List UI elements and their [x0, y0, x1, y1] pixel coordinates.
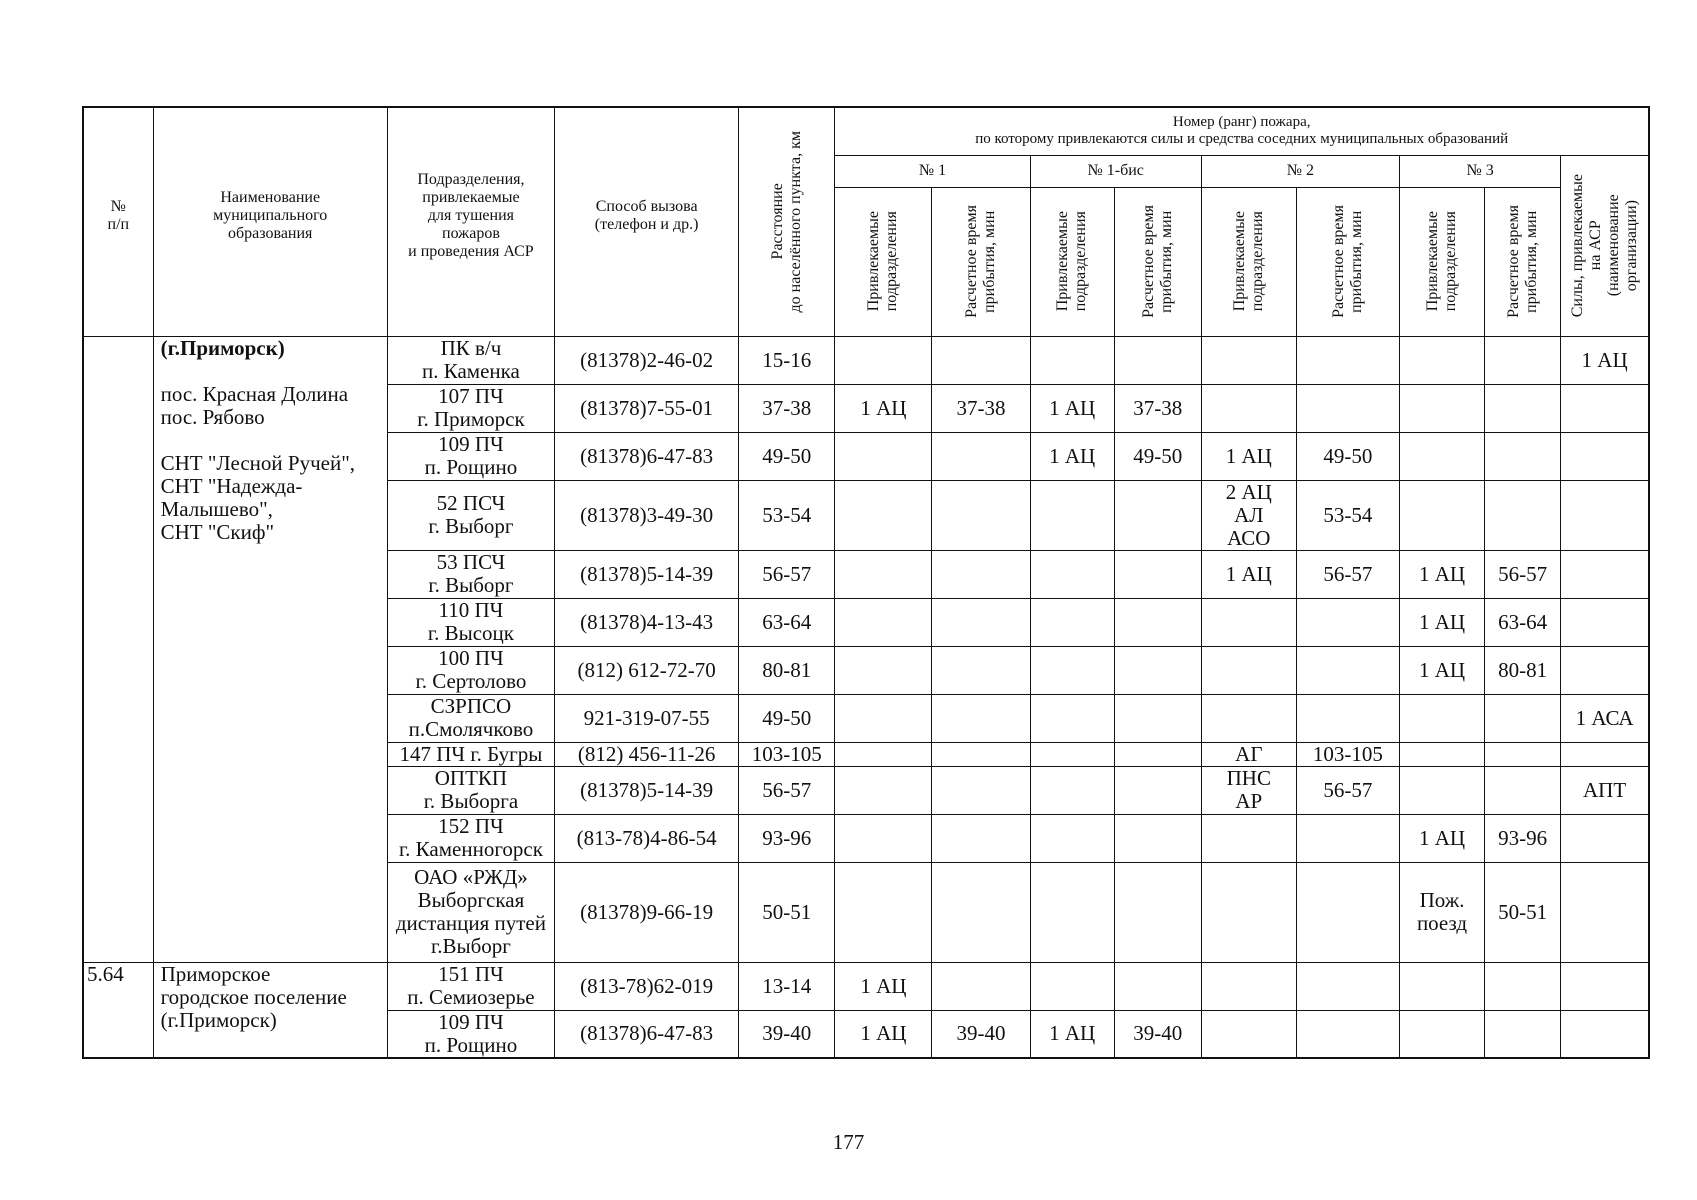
- rank3-time-cell: 63-64: [1485, 598, 1561, 646]
- header-r1-units: Привлекаемые подразделения: [835, 187, 932, 336]
- header-num: № п/п: [83, 107, 153, 336]
- municipality-cell: Приморское городское поселение (г.Приморск): [153, 962, 387, 1058]
- unit-cell: 107 ПЧ г. Приморск: [387, 384, 554, 432]
- table-row: [83, 962, 1649, 1010]
- rank1-units-cell: [835, 550, 932, 598]
- rank1bis-time-cell: [1114, 862, 1201, 962]
- rank1bis-units-cell: [1030, 480, 1114, 550]
- rank1bis-units-cell: 1 АЦ: [1030, 432, 1114, 480]
- rank1-units-cell: [835, 432, 932, 480]
- row-number-cell: [83, 336, 153, 962]
- rank1bis-time-cell: [1114, 742, 1201, 766]
- rank1bis-units-cell: [1030, 694, 1114, 742]
- rank3-units-cell: Пож. поезд: [1399, 862, 1484, 962]
- distance-cell: 103-105: [739, 742, 835, 766]
- rank2-time-cell: [1296, 384, 1399, 432]
- rank2-time-cell: [1296, 962, 1399, 1010]
- rank3-units-cell: [1399, 962, 1484, 1010]
- rank1bis-time-cell: [1114, 694, 1201, 742]
- rank1-time-cell: [932, 862, 1030, 962]
- rank2-units-cell: [1201, 862, 1296, 962]
- phone-cell: (81378)6-47-83: [555, 432, 739, 480]
- rank1-units-cell: [835, 742, 932, 766]
- rank1bis-time-cell: [1114, 550, 1201, 598]
- rank2-time-cell: [1296, 814, 1399, 862]
- rank3-time-cell: [1485, 384, 1561, 432]
- rank1bis-units-cell: 1 АЦ: [1030, 1010, 1114, 1058]
- rank3-units-cell: 1 АЦ: [1399, 598, 1484, 646]
- rank1-time-cell: [932, 766, 1030, 814]
- rank3-units-cell: [1399, 694, 1484, 742]
- distance-cell: 63-64: [739, 598, 835, 646]
- unit-cell: 53 ПСЧ г. Выборг: [387, 550, 554, 598]
- rank2-units-cell: [1201, 694, 1296, 742]
- rank1-units-cell: [835, 480, 932, 550]
- rank3-time-cell: [1485, 336, 1561, 384]
- rank1bis-time-cell: [1114, 598, 1201, 646]
- phone-cell: (813-78)4-86-54: [555, 814, 739, 862]
- rank2-time-cell: 56-57: [1296, 766, 1399, 814]
- unit-cell: СЗРПСО п.Смолячково: [387, 694, 554, 742]
- table-row: [83, 336, 1649, 384]
- rank2-units-cell: [1201, 646, 1296, 694]
- rank1bis-time-cell: [1114, 646, 1201, 694]
- rank3-time-cell: [1485, 766, 1561, 814]
- rank3-time-cell: [1485, 962, 1561, 1010]
- rank2-units-cell: ПНС АР: [1201, 766, 1296, 814]
- asr-cell: [1561, 598, 1649, 646]
- snt-list: СНТ "Лесной Ручей", СНТ "Надежда- Малышево", СНТ "Скиф": [160, 450, 356, 544]
- rank1bis-time-cell: [1114, 336, 1201, 384]
- distance-cell: 39-40: [739, 1010, 835, 1058]
- rank1-time-cell: [932, 336, 1030, 384]
- rank2-units-cell: [1201, 1010, 1296, 1058]
- header-rank-1: № 1: [835, 155, 1030, 187]
- rank2-units-cell: 2 АЦ АЛ АСО: [1201, 480, 1296, 550]
- header-asr: Силы, привлекаемые на АСР (наименование организации): [1561, 155, 1649, 336]
- rank2-time-cell: [1296, 336, 1399, 384]
- row-number-cell: 5.64: [83, 962, 153, 1058]
- rank1bis-units-cell: [1030, 598, 1114, 646]
- rank1-units-cell: [835, 766, 932, 814]
- municipality-cell: [153, 336, 387, 962]
- rank1bis-units-cell: [1030, 962, 1114, 1010]
- header-distance: Расстояние до населённого пункта, км: [739, 107, 835, 336]
- rank2-units-cell: 1 АЦ: [1201, 432, 1296, 480]
- asr-cell: [1561, 384, 1649, 432]
- distance-cell: 56-57: [739, 550, 835, 598]
- distance-cell: 15-16: [739, 336, 835, 384]
- unit-cell: 147 ПЧ г. Бугры: [387, 742, 554, 766]
- rank1-units-cell: [835, 862, 932, 962]
- settlements-list: пос. Красная Долина пос. Рябово: [160, 381, 349, 429]
- table-body: [83, 336, 1649, 1058]
- header-call: Способ вызова (телефон и др.): [555, 107, 739, 336]
- distance-cell: 56-57: [739, 766, 835, 814]
- rank1-units-cell: [835, 694, 932, 742]
- rank3-units-cell: 1 АЦ: [1399, 646, 1484, 694]
- rank3-time-cell: 80-81: [1485, 646, 1561, 694]
- asr-cell: 1 АСА: [1561, 694, 1649, 742]
- rank2-time-cell: [1296, 862, 1399, 962]
- header-rank-3: № 3: [1399, 155, 1560, 187]
- rank1bis-time-cell: [1114, 814, 1201, 862]
- rank3-time-cell: 56-57: [1485, 550, 1561, 598]
- header-r2-units: Привлекаемые подразделения: [1201, 187, 1296, 336]
- asr-cell: 1 АЦ: [1561, 336, 1649, 384]
- unit-cell: 109 ПЧ п. Рощино: [387, 432, 554, 480]
- unit-cell: 151 ПЧ п. Семиозерье: [387, 962, 554, 1010]
- rank1-units-cell: [835, 598, 932, 646]
- rank1-time-cell: 39-40: [932, 1010, 1030, 1058]
- unit-cell: 152 ПЧ г. Каменногорск: [387, 814, 554, 862]
- rank3-units-cell: [1399, 480, 1484, 550]
- rank1bis-time-cell: [1114, 480, 1201, 550]
- asr-cell: [1561, 962, 1649, 1010]
- phone-cell: (81378)4-13-43: [555, 598, 739, 646]
- header-name: Наименование муниципального образования: [153, 107, 387, 336]
- asr-cell: [1561, 550, 1649, 598]
- unit-cell: 100 ПЧ г. Сертолово: [387, 646, 554, 694]
- rank1bis-units-cell: [1030, 336, 1114, 384]
- distance-cell: 37-38: [739, 384, 835, 432]
- distance-cell: 49-50: [739, 694, 835, 742]
- phone-cell: (81378)6-47-83: [555, 1010, 739, 1058]
- rank2-time-cell: 103-105: [1296, 742, 1399, 766]
- rank1-time-cell: [932, 814, 1030, 862]
- rank2-time-cell: [1296, 598, 1399, 646]
- rank1bis-units-cell: [1030, 646, 1114, 694]
- unit-cell: 110 ПЧ г. Высоцк: [387, 598, 554, 646]
- rank1-time-cell: 37-38: [932, 384, 1030, 432]
- municipality-title: (г.Приморск): [160, 336, 285, 360]
- rank1bis-time-cell: [1114, 962, 1201, 1010]
- rank2-units-cell: [1201, 598, 1296, 646]
- distance-cell: 80-81: [739, 646, 835, 694]
- asr-cell: [1561, 480, 1649, 550]
- asr-cell: [1561, 432, 1649, 480]
- phone-cell: 921-319-07-55: [555, 694, 739, 742]
- header-r3-units: Привлекаемые подразделения: [1399, 187, 1484, 336]
- header-r2-time: Расчетное время прибытия, мин: [1296, 187, 1399, 336]
- asr-cell: [1561, 862, 1649, 962]
- phone-cell: (81378)2-46-02: [555, 336, 739, 384]
- phone-cell: (81378)7-55-01: [555, 384, 739, 432]
- header-r3-time: Расчетное время прибытия, мин: [1485, 187, 1561, 336]
- header-r1bis-time: Расчетное время прибытия, мин: [1114, 187, 1201, 336]
- unit-cell: 52 ПСЧ г. Выборг: [387, 480, 554, 550]
- rank1bis-units-cell: 1 АЦ: [1030, 384, 1114, 432]
- asr-cell: [1561, 814, 1649, 862]
- rank3-time-cell: 50-51: [1485, 862, 1561, 962]
- header-rank-1bis: № 1-бис: [1030, 155, 1201, 187]
- distance-cell: 13-14: [739, 962, 835, 1010]
- asr-cell: [1561, 1010, 1649, 1058]
- rank3-units-cell: [1399, 742, 1484, 766]
- rank1-time-cell: [932, 598, 1030, 646]
- rank2-units-cell: [1201, 962, 1296, 1010]
- rank1-units-cell: 1 АЦ: [835, 962, 932, 1010]
- page-number: 177: [832, 1130, 865, 1154]
- rank3-units-cell: [1399, 336, 1484, 384]
- rank1-time-cell: [932, 480, 1030, 550]
- header-rank-title: Номер (ранг) пожара, по которому привлекаются силы и средства соседних муниципальных образований: [835, 107, 1649, 155]
- rank1bis-units-cell: [1030, 742, 1114, 766]
- rank3-time-cell: [1485, 694, 1561, 742]
- rank1-units-cell: 1 АЦ: [835, 1010, 932, 1058]
- phone-cell: (813-78)62-019: [555, 962, 739, 1010]
- rank1-time-cell: [932, 694, 1030, 742]
- unit-cell: ПК в/ч п. Каменка: [387, 336, 554, 384]
- rank1-time-cell: [932, 742, 1030, 766]
- rank3-units-cell: [1399, 1010, 1484, 1058]
- rank3-units-cell: 1 АЦ: [1399, 550, 1484, 598]
- rank3-time-cell: [1485, 1010, 1561, 1058]
- rank2-units-cell: 1 АЦ: [1201, 550, 1296, 598]
- unit-cell: 109 ПЧ п. Рощино: [387, 1010, 554, 1058]
- phone-cell: (812) 612-72-70: [555, 646, 739, 694]
- rank1-time-cell: [932, 550, 1030, 598]
- phone-cell: (81378)5-14-39: [555, 550, 739, 598]
- header-r1-time: Расчетное время прибытия, мин: [932, 187, 1030, 336]
- rank3-time-cell: [1485, 742, 1561, 766]
- rank2-time-cell: 53-54: [1296, 480, 1399, 550]
- rank2-time-cell: [1296, 1010, 1399, 1058]
- rank1-time-cell: [932, 646, 1030, 694]
- header-r1bis-units: Привлекаемые подразделения: [1030, 187, 1114, 336]
- rank1-units-cell: [835, 646, 932, 694]
- unit-cell: ОАО «РЖД» Выборгская дистанция путей г.Выборг: [387, 862, 554, 962]
- rank3-units-cell: 1 АЦ: [1399, 814, 1484, 862]
- rank1bis-units-cell: [1030, 814, 1114, 862]
- rank3-time-cell: 93-96: [1485, 814, 1561, 862]
- distance-cell: 49-50: [739, 432, 835, 480]
- rank1bis-units-cell: [1030, 550, 1114, 598]
- phone-cell: (812) 456-11-26: [555, 742, 739, 766]
- rank1-time-cell: [932, 432, 1030, 480]
- rank3-units-cell: [1399, 384, 1484, 432]
- distance-cell: 53-54: [739, 480, 835, 550]
- rank1bis-units-cell: [1030, 766, 1114, 814]
- asr-cell: [1561, 742, 1649, 766]
- phone-cell: (81378)3-49-30: [555, 480, 739, 550]
- rank3-units-cell: [1399, 766, 1484, 814]
- asr-cell: [1561, 646, 1649, 694]
- rank1bis-time-cell: 39-40: [1114, 1010, 1201, 1058]
- distance-cell: 50-51: [739, 862, 835, 962]
- rank1-units-cell: [835, 336, 932, 384]
- fire-forces-table: [82, 106, 1650, 1059]
- header-rank-2: № 2: [1201, 155, 1399, 187]
- rank2-units-cell: [1201, 814, 1296, 862]
- header-units: Подразделения, привлекаемые для тушения пожаров и проведения АСР: [387, 107, 554, 336]
- distance-cell: 93-96: [739, 814, 835, 862]
- rank3-time-cell: [1485, 480, 1561, 550]
- rank2-units-cell: [1201, 336, 1296, 384]
- rank3-time-cell: [1485, 432, 1561, 480]
- rank2-time-cell: [1296, 694, 1399, 742]
- rank2-time-cell: [1296, 646, 1399, 694]
- rank1bis-time-cell: [1114, 766, 1201, 814]
- rank1bis-time-cell: 37-38: [1114, 384, 1201, 432]
- unit-cell: ОПТКП г. Выборга: [387, 766, 554, 814]
- rank1-time-cell: [932, 962, 1030, 1010]
- rank2-time-cell: 49-50: [1296, 432, 1399, 480]
- asr-cell: АПТ: [1561, 766, 1649, 814]
- rank1bis-units-cell: [1030, 862, 1114, 962]
- rank2-units-cell: АГ: [1201, 742, 1296, 766]
- rank1-units-cell: 1 АЦ: [835, 384, 932, 432]
- rank3-units-cell: [1399, 432, 1484, 480]
- phone-cell: (81378)9-66-19: [555, 862, 739, 962]
- rank2-time-cell: 56-57: [1296, 550, 1399, 598]
- rank1-units-cell: [835, 814, 932, 862]
- phone-cell: (81378)5-14-39: [555, 766, 739, 814]
- rank1bis-time-cell: 49-50: [1114, 432, 1201, 480]
- rank2-units-cell: [1201, 384, 1296, 432]
